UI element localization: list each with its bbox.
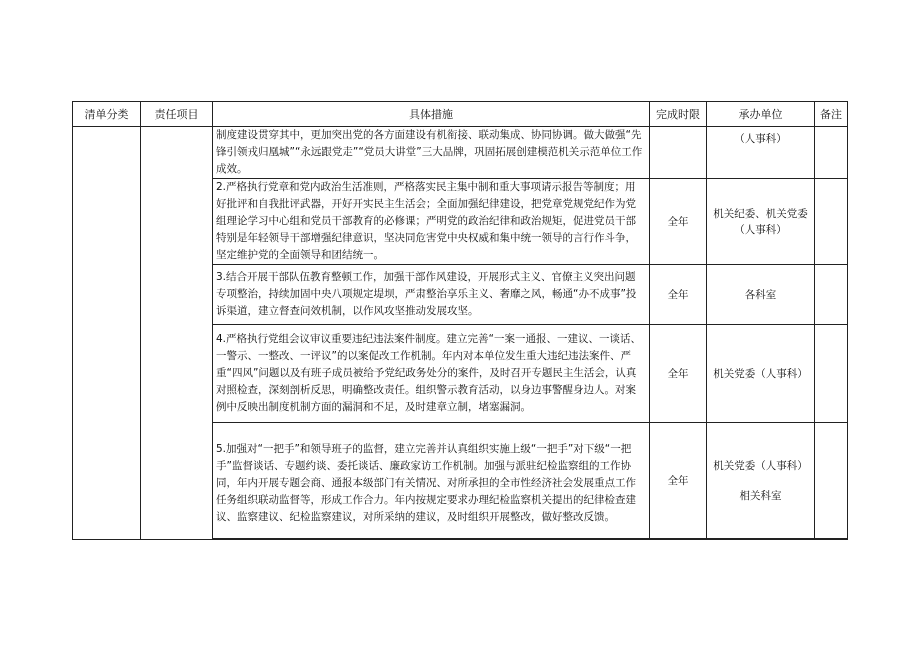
header-measures: 具体措施 — [213, 102, 650, 127]
item-cell — [141, 127, 213, 540]
deadline-cell — [650, 127, 707, 179]
measure-cell: 5.加强对“一把手”和领导班子的监督，建立完善并认真组织实施上级“一把手”对下级“一把手”监督谈话、专题约谈、委托谈话、廉政家访工作机制。加强与派驻纪检监察组的工作协同，年内开展专题会商、通报本级部门有关情况、对所承担的全市性经济社会发展重点工作任务组织联动监督等，形成工作合力。年内按规定要求办理纪检监察机关提出的纪律检查建议、监察建议、纪检监察建议，对所采纳的建议，及时组织开展整改，做好整改反馈。 — [213, 423, 650, 539]
unit-line: （人事科） — [734, 223, 787, 236]
deadline-cell: 全年 — [650, 423, 707, 539]
unit-cell — [707, 539, 815, 540]
responsibility-table — [72, 101, 848, 540]
measure-cell: 4.严格执行党组会议审议重要违纪违法案件制度。建立完善“一案一通报、一建议、一谈话、一警示、一整改、一评议”的以案促改工作机制。年内对本单位发生重大违纪违法案件、严重“四风”问题以及有班子成员被给予党纪政务处分的案件，及时召开专题民主生活会，认真对照检查，深刻剖析反思，明确整改责任。组织警示教育活动，以身边事警醒身边人。对案例中反映出制度机制方面的漏洞和不足，及时建章立制，堵塞漏洞。 — [213, 325, 650, 423]
header-category: 清单分类 — [73, 102, 141, 127]
unit-cell — [707, 179, 815, 265]
unit-cell — [707, 127, 815, 179]
table-header-row — [73, 102, 848, 127]
unit-line: 各科室 — [744, 288, 777, 301]
unit-line: 机关党委（人事科） — [713, 459, 808, 472]
deadline-cell: 全年 — [650, 179, 707, 265]
remark-cell — [815, 127, 848, 179]
header-unit: 承办单位 — [707, 102, 815, 127]
measure-cell: 制度建设贯穿其中，更加突出党的各方面建设有机衔接、联动集成、协同协调。做大做强“先锋引领戎归凰城”“永远跟党走”“党员大讲堂”三大品牌，巩固拓展创建模范机关示范单位工作成效。 — [213, 127, 650, 179]
remark-cell — [815, 179, 848, 265]
unit-spacer — [710, 474, 811, 488]
measure-cell: 3.结合开展干部队伍教育整顿工作，加强干部作风建设，开展形式主义、官僚主义突出问题专项整治，持续加固中央八项规定堤坝，严肃整治享乐主义、奢靡之风，畅通“办不成事”投诉渠道，建立督查问效机制，以作风攻坚推动发展攻坚。 — [213, 265, 650, 325]
category-cell — [73, 127, 141, 540]
remark-cell — [815, 265, 848, 325]
header-item: 责任项目 — [141, 102, 213, 127]
unit-line: 机关纪委、机关党委 — [713, 207, 808, 220]
remark-cell — [815, 325, 848, 423]
header-deadline: 完成时限 — [650, 102, 707, 127]
remark-cell — [815, 423, 848, 539]
unit-cell — [707, 265, 815, 325]
unit-line: 相关科室 — [739, 489, 782, 502]
measure-cell — [213, 539, 650, 540]
table-row — [73, 127, 848, 179]
unit-line: （人事科） — [734, 133, 787, 145]
deadline-cell — [650, 539, 707, 540]
header-remark: 备注 — [815, 102, 848, 127]
measure-cell: 2.严格执行党章和党内政治生活准则，严格落实民主集中制和重大事项请示报告等制度；用好批评和自我批评武器，开好开实民主生活会；全面加强纪律建设，把党章党规党纪作为党组理论学习中心组和党员干部教育的必修课；严明党的政治纪律和政治规矩，促进党员干部特别是年轻领导干部增强纪律意识，坚决同危害党中央权威和集中统一领导的言行作斗争，坚定维护党的全面领导和团结统一。 — [213, 179, 650, 265]
unit-cell — [707, 423, 815, 539]
remark-cell — [815, 539, 848, 540]
unit-cell — [707, 325, 815, 423]
unit-line: 机关党委（人事科） — [713, 367, 808, 380]
deadline-cell: 全年 — [650, 325, 707, 423]
deadline-cell: 全年 — [650, 265, 707, 325]
